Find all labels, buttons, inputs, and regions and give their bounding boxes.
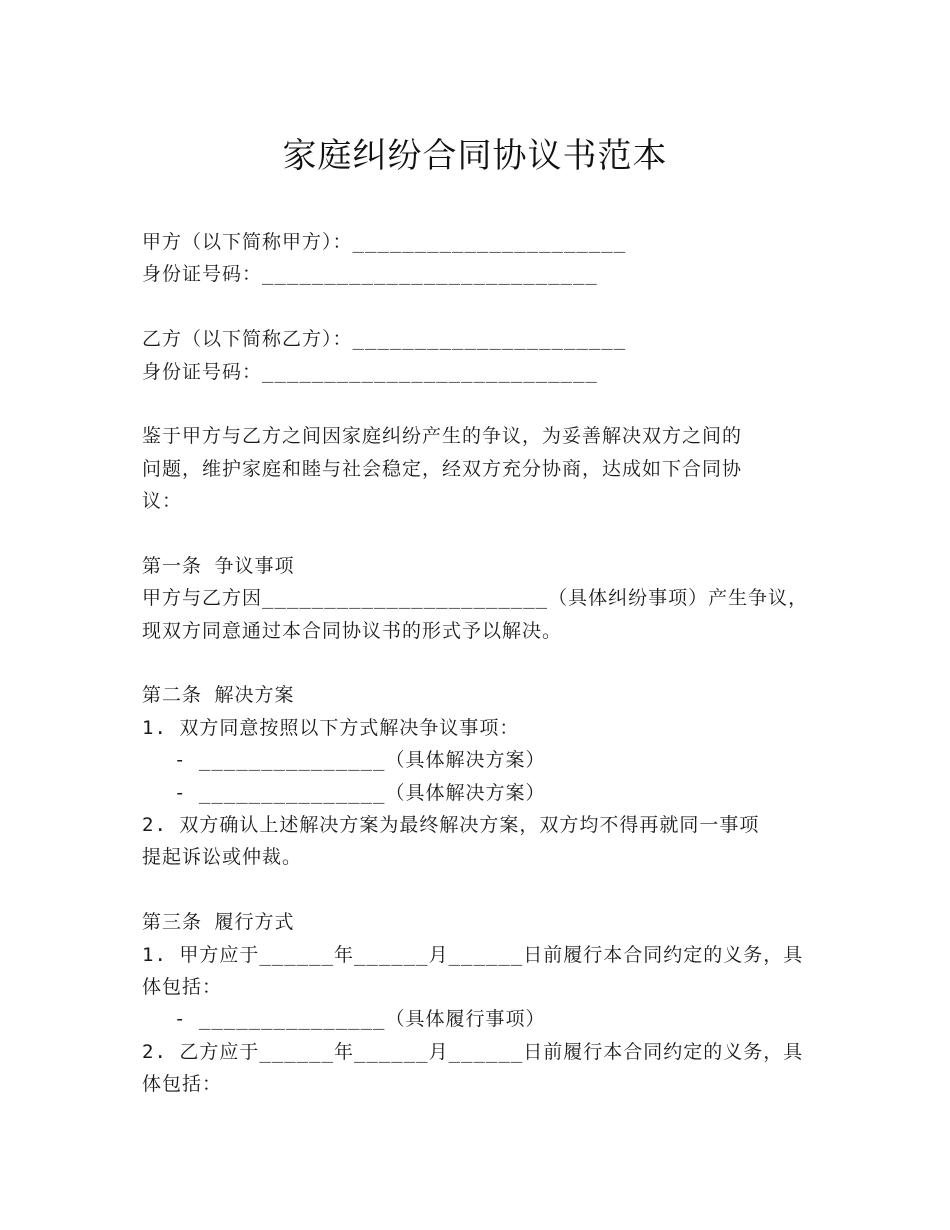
article3-item1-line: 体包括： (142, 975, 223, 998)
article2-item1: 1. 双方同意按照以下方式解决争议事项： (142, 716, 520, 739)
preamble-line: 议： (142, 490, 183, 513)
spacer (142, 388, 822, 420)
article3-item2-line: 2. 乙方应于______年______月______日前履行本合同约定的义务，具 (142, 1040, 804, 1063)
party-a-id-line: 身份证号码：___________________________ (142, 263, 598, 286)
document-body (142, 226, 822, 1101)
spacer (142, 291, 822, 323)
article2-heading: 第二条 解决方案 (142, 684, 295, 707)
party-b-line: 乙方（以下简称乙方）：______________________ (142, 328, 627, 351)
article2-item2-line: 提起诉讼或仲裁。 (142, 846, 303, 869)
spacer (142, 874, 822, 906)
article3-item1-line: 1. 甲方应于______年______月______日前履行本合同约定的义务，具 (142, 943, 804, 966)
article3-item2-line: 体包括： (142, 1073, 223, 1096)
preamble-line: 问题，维护家庭和睦与社会稳定，经双方充分协商，达成如下合同协 (142, 457, 743, 480)
article3-sub-item: - _______________（具体履行事项） (174, 1008, 546, 1031)
article3-heading: 第三条 履行方式 (142, 911, 295, 934)
party-a-line: 甲方（以下简称甲方）：______________________ (142, 231, 627, 253)
spacer (142, 647, 822, 679)
article1-heading: 第一条 争议事项 (142, 554, 295, 577)
spacer (142, 518, 822, 550)
article1-line: 现双方同意通过本合同协议书的形式予以解决。 (142, 619, 563, 642)
article2-item2-line: 2. 双方确认上述解决方案为最终解决方案，双方均不得再就同一事项 (142, 814, 760, 837)
article1-line: 甲方与乙方因_______________________（具体纠纷事项）产生争议， (142, 587, 809, 610)
article2-sub-item: - _______________（具体解决方案） (174, 781, 546, 804)
preamble-line: 鉴于甲方与乙方之间因家庭纠纷产生的争议，为妥善解决双方之间的 (142, 425, 743, 448)
party-b-id-line: 身份证号码：___________________________ (142, 360, 598, 383)
article2-sub-item: - _______________（具体解决方案） (174, 749, 546, 772)
page-title: 家庭纠纷合同协议书范本 (282, 136, 668, 176)
